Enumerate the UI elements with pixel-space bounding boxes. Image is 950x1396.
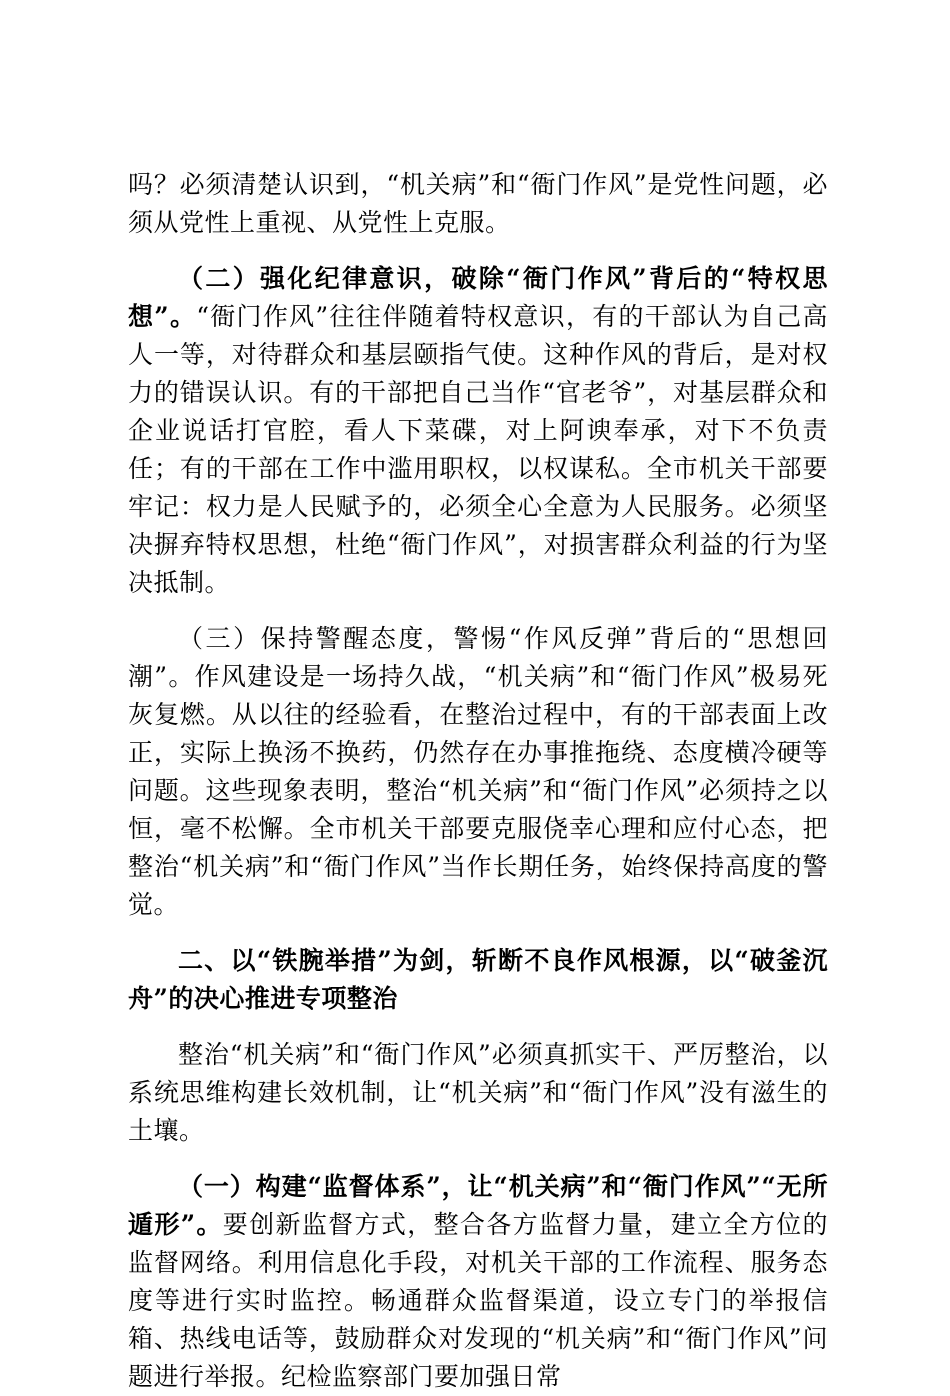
paragraph-continuation: 吗？必须清楚认识到，“机关病”和“衙门作风”是党性问题，必须从党性上重视、从党性上克服。 bbox=[128, 170, 828, 237]
paragraph-rectification: 整治“机关病”和“衙门作风”必须真抓实干、严厉整治，以系统思维构建长效机制，让“机关病”和“衙门作风”没有滋生的土壤。 bbox=[128, 1040, 828, 1145]
section-heading-2: 二、以“铁腕举措”为剑，斩断不良作风根源，以“破釜沉舟”的决心推进专项整治 bbox=[128, 946, 828, 1013]
subheading-discipline: （二）强化纪律意识，破除“衙门作风”背后的“特权思想”。 bbox=[128, 264, 828, 331]
paragraph-vigilance: （三）保持警醒态度，警惕“作风反弹”背后的“思想回潮”。作风建设是一场持久战，“机关病”和“衙门作风”极易死灰复燃。从以往的经验看，在整治过程中，有的干部表面上改正，实际上换汤不换药，仍然存在办事推拖绕、态度横冷硬等问题。这些现象表明，整治“机关病”和“衙门作风”必须持之以恒，毫不松懈。全市机关干部要克服侥幸心理和应付心态，把整治“机关病”和“衙门作风”当作长期任务，始终保持高度的警觉。 bbox=[128, 624, 828, 919]
paragraph-discipline-body: “衙门作风”往往伴随着特权意识，有的干部认为自己高人一等，对待群众和基层颐指气使。这种作风的背后，是对权力的错误认识。有的干部把自己当作“官老爷”，对基层群众和企业说话打官腔，看人下菜碟，对上阿谀奉承，对下不负责任；有的干部在工作中滥用职权，以权谋私。全市机关干部要牢记：权力是人民赋予的，必须全心全意为人民服务。必须坚决摒弃特权思想，杜绝“衙门作风”，对损害群众利益的行为坚决抵制。 bbox=[128, 302, 828, 597]
subheading-supervision: （一）构建“监督体系”，让“机关病”和“衙门作风”“无所遁形”。 bbox=[128, 1172, 828, 1239]
document-page bbox=[128, 166, 828, 1396]
paragraph-discipline bbox=[128, 260, 828, 602]
paragraph-supervision-body: 要创新监督方式，整合各方监督力量，建立全方位的监督网络。利用信息化手段，对机关干部的工作流程、服务态度等进行实时监控。畅通群众监督渠道，设立专门的举报信箱、热线电话等，鼓励群众对发现的“机关病”和“衙门作风”问题进行举报。纪检监察部门要加强日常 bbox=[128, 1210, 828, 1391]
paragraph-supervision bbox=[128, 1168, 828, 1396]
